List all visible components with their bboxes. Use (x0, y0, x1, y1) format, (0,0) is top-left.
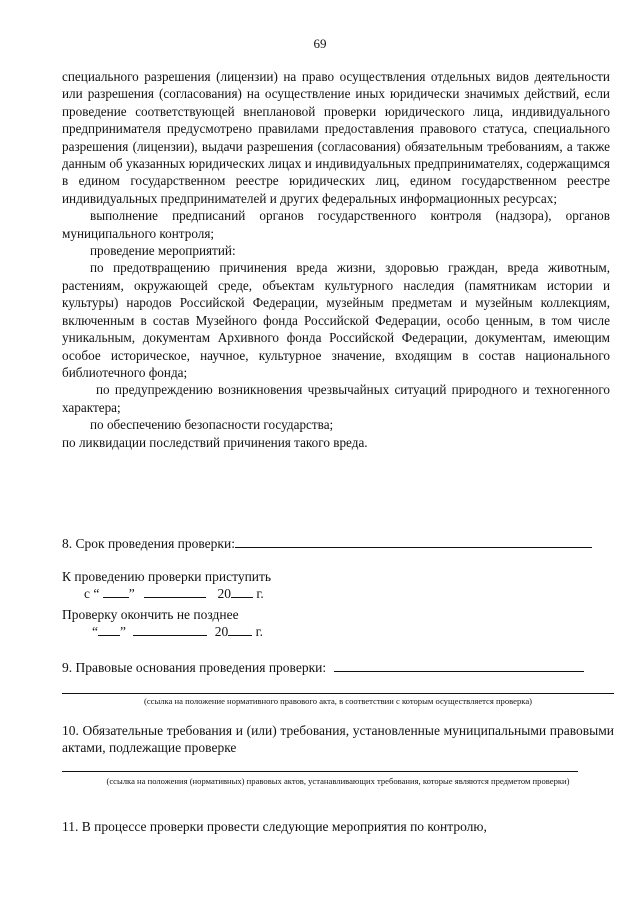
body-text (62, 68, 610, 451)
start-date-row (62, 585, 614, 602)
start-year-field[interactable] (231, 585, 253, 598)
start-label: К проведению проверки приступить (62, 569, 272, 584)
paragraph-liquidation: по ликвидации последствий причинения такого вреда. (62, 434, 368, 450)
inspection-period-row (62, 534, 614, 552)
paragraph-measures: проведение мероприятий: (90, 243, 236, 259)
requirements-caption: (ссылка на положения (нормативных) правовых актов, устанавливающих требования, которые являются предметом проверки) (106, 776, 570, 786)
section-8 (62, 534, 614, 552)
start-month-field[interactable] (144, 585, 206, 598)
end-quote: ” (120, 624, 126, 639)
end-label: Проверку окончить не позднее (62, 607, 239, 622)
section-11 (62, 818, 614, 835)
start-day-field[interactable] (103, 585, 129, 598)
section-10 (62, 722, 614, 787)
end-open-quote: “ (92, 624, 98, 639)
legal-basis-field[interactable] (334, 658, 584, 672)
legal-basis-caption: (ссылка на положение нормативного правового акта, в соответствии с которым осуществляется проверка) (143, 696, 532, 706)
section-8-start (62, 568, 614, 602)
end-date-row (62, 623, 614, 640)
paragraph-prescriptions: выполнение предписаний органов государственного контроля (надзора), органов муниципального контроля; (62, 208, 610, 241)
paragraph-harm-prevention: по предотвращению причинения вреда жизни, здоровью граждан, вреда животным, растениям, окружающей среде, объектам культурного наследия (памятникам истории и культуры) народов Российской Федерации, музейным предметам и музейным коллекциям, включенным в состав Музейного фонда Российской Федерации, особо ценным, в том числе уникальным, документам Архивного фонда Российской Федерации, документам, имеющим особое историческое, научное, культурное значение, входящим в состав национального библиотечного фонда; (62, 260, 610, 380)
paragraph-license-conditions: специального разрешения (лицензии) на право осуществления отдельных видов деятельности или разрешения (согласования) на осуществление иных юридически значимых действий, если проведение соответствующей внеплановой проверки юридического лица, индивидуального предпринимателя предусмотрено правилами предоставления правового статуса, специального разрешения (лицензии), выдачи разрешения (согласования) обязательным требованиям, а также данным об указанных юридических лицах и индивидуальных предпринимателях, содержащимся в едином государственном реестре юридических лиц, едином государственном реестре индивидуальных предпринимателей и других федеральных информационных ресурсах; (62, 69, 610, 206)
requirements-label: 10. Обязательные требования и (или) требования, установленные муниципальными правовыми актами, подлежащие проверке (62, 723, 614, 755)
requirements-field[interactable] (62, 758, 578, 772)
paragraph-emergency-prevention: по предупреждению возникновения чрезвычайных ситуаций природного и техногенного характера; (62, 382, 610, 415)
legal-basis-field-line-2[interactable] (62, 680, 614, 694)
start-prefix: с “ (84, 586, 100, 601)
section-8-end (62, 606, 614, 640)
end-year: 20 (214, 624, 229, 639)
start-quote: ” (128, 586, 135, 601)
legal-basis-row (62, 658, 614, 676)
page-number: 69 (313, 36, 327, 51)
end-day-field[interactable] (98, 623, 120, 636)
paragraph-state-security: по обеспечению безопасности государства; (90, 417, 334, 433)
start-suffix: г. (256, 586, 264, 601)
inspection-period-label: 8. Срок проведения проверки: (62, 536, 235, 551)
control-measures-label: 11. В процессе проверки провести следующие мероприятия по контролю, (62, 819, 487, 834)
legal-basis-label: 9. Правовые основания проведения проверки: (62, 660, 327, 675)
start-year: 20 (217, 586, 231, 601)
inspection-period-field[interactable] (235, 534, 592, 548)
end-suffix: г. (255, 624, 264, 639)
end-year-field[interactable] (228, 623, 252, 636)
end-month-field[interactable] (133, 623, 207, 636)
section-9 (62, 658, 614, 707)
